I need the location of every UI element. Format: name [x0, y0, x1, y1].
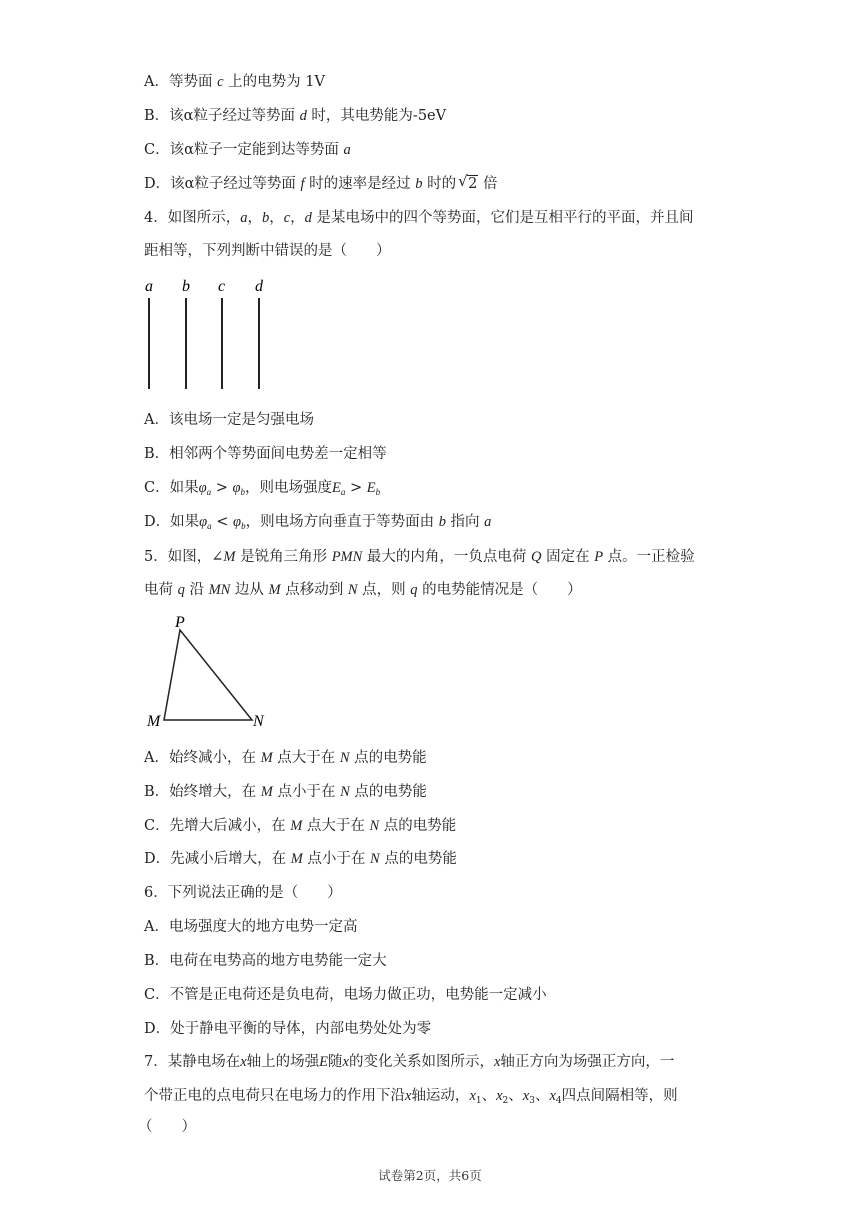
q5-option-c: C．先增大后减小，在 M 点大于在 N 点的电势能: [144, 818, 457, 834]
q4-equipotential-figure: [140, 276, 275, 394]
label-d: d: [255, 278, 263, 295]
q4-option-a: A．该电场一定是匀强电场: [144, 412, 314, 428]
q7-stem-line3: （ ）: [138, 1119, 196, 1135]
q4-option-b: B．相邻两个等势面间电势差一定相等: [144, 446, 387, 462]
q6-option-c: C．不管是正电荷还是负电荷，电场力做正功，电势能一定减小: [144, 987, 547, 1003]
label-a: a: [145, 278, 153, 295]
page-footer: 试卷第2页，共6页: [378, 1168, 482, 1183]
q5-option-d: D．先减小后增大，在 M 点小于在 N 点的电势能: [144, 851, 457, 867]
q4-stem-line2: 距相等，下列判断中错误的是（ ）: [144, 243, 391, 259]
label-b: b: [182, 278, 190, 295]
label-n: N: [253, 713, 264, 730]
q5-option-b: B．始终增大，在 M 点小于在 N 点的电势能: [144, 784, 427, 800]
q3-option-a: A．等势面 c 上的电势为 1V: [144, 74, 325, 90]
q4-stem-line1: 4．如图所示，a，b，c，d 是某电场中的四个等势面，它们是互相平行的平面，并且间: [144, 210, 694, 226]
q6-option-b: B．电荷在电势高的地方电势能一定大: [144, 953, 387, 969]
q5-stem-line1: 5．如图，∠M 是锐角三角形 PMN 最大的内角，一负点电荷 Q 固定在 P 点。一正检验: [144, 549, 695, 565]
q3-option-c: C．该α粒子一定能到达等势面 a: [144, 142, 351, 158]
label-m: M: [147, 713, 161, 730]
q6-option-a: A．电场强度大的地方电势一定高: [144, 919, 358, 935]
q5-option-a: A．始终减小，在 M 点大于在 N 点的电势能: [144, 750, 427, 766]
label-c: c: [218, 278, 226, 295]
q4-option-d: D．如果$\varphi_a < \varphi_b$，则电场方向垂直于等势面由 b 指向 a: [144, 514, 492, 531]
sqrt-symbol: √ 2: [458, 172, 478, 192]
q6-option-d: D．处于静电平衡的导体，内部电势处处为零: [144, 1021, 432, 1037]
q5-triangle-figure: [142, 612, 272, 732]
q7-stem-line1: 7．某静电场在x轴上的场强E随x的变化关系如图所示，x轴正方向为场强正方向，一: [144, 1054, 675, 1070]
label-p: P: [175, 614, 185, 631]
q3-option-d: D．该α粒子经过等势面 f 时的速率是经过 b 时的 √ 2 倍: [144, 172, 498, 192]
triangle-pmn: [164, 630, 252, 720]
q7-stem-line2: 个带正电的点电荷只在电场力的作用下沿x轴运动，$x_1$、$x_2$、$x_3$、$x_4$四点间隔相等，则: [144, 1088, 678, 1106]
q3-option-b: B．该α粒子经过等势面 d 时，其电势能为-5eV: [144, 108, 447, 124]
q4-option-c: C．如果$\varphi_a > \varphi_b$，则电场强度$E_a > E_b$: [144, 480, 381, 497]
q6-stem: 6．下列说法正确的是（ ）: [144, 885, 342, 901]
q5-stem-line2: 电荷 q 沿 MN 边从 M 点移动到 N 点，则 q 的电势能情况是（ ）: [144, 582, 582, 598]
